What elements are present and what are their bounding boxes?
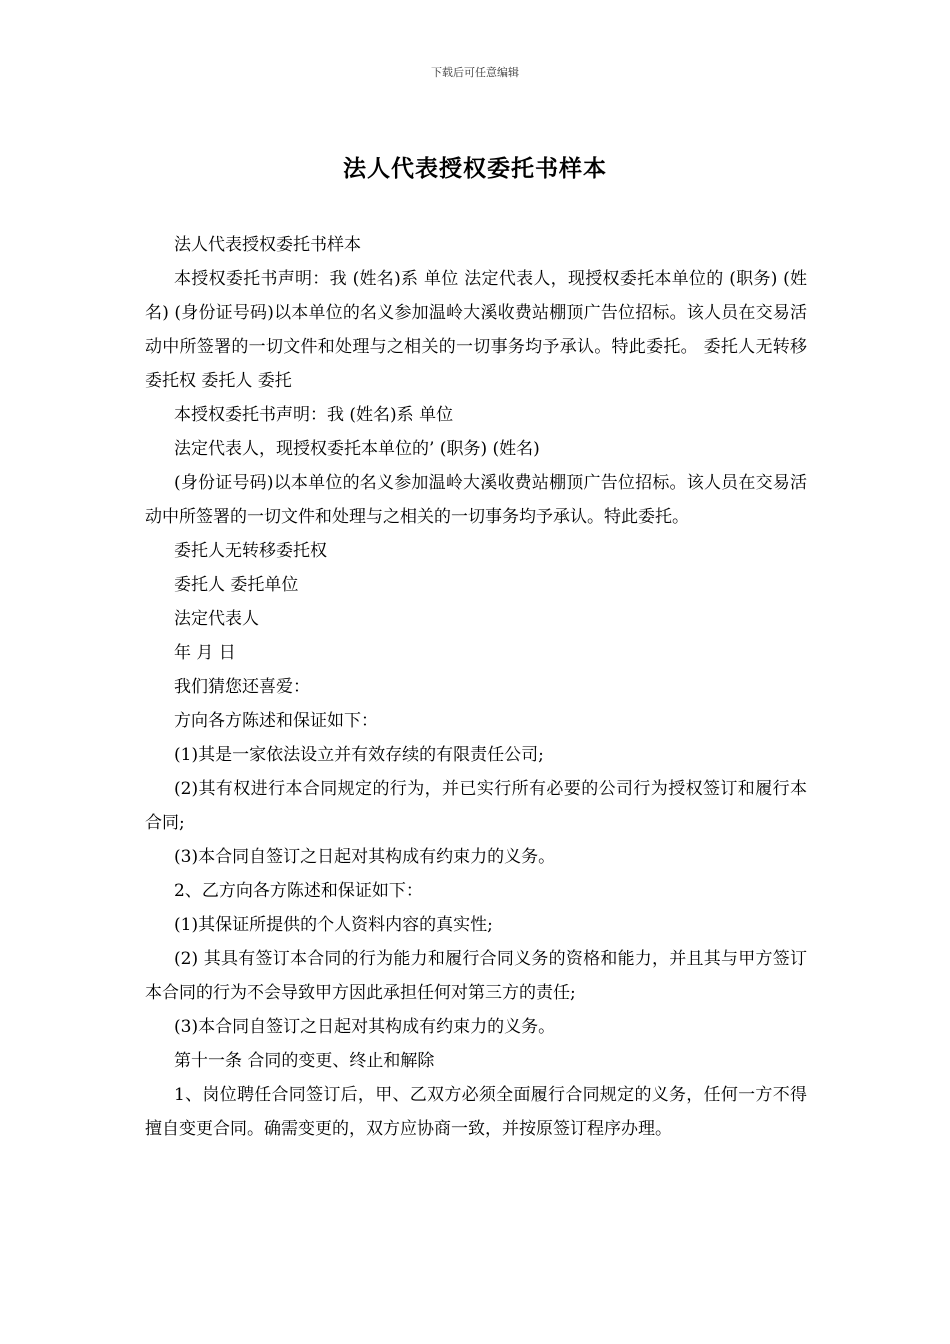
document-title: 法人代表授权委托书样本 [343, 155, 607, 182]
paragraph: 年 月 日 [174, 643, 236, 663]
document-body [145, 228, 807, 1146]
paragraph: 1、岗位聘任合同签订后，甲、乙双方必须全面履行合同规定的义务，任何一方不得擅自变更合同。确需变更的，双方应协商一致，并按原签订程序办理。 [145, 1085, 807, 1139]
paragraph: (1)其是一家依法设立并有效存续的有限责任公司; [174, 745, 544, 765]
paragraph: 本授权委托书声明：我 (姓名)系 单位 [174, 405, 454, 425]
paragraph: 委托人无转移委托权 [174, 541, 327, 561]
paragraph: 法人代表授权委托书样本 [174, 235, 361, 255]
paragraph: 法定代表人 [174, 609, 259, 629]
paragraph: (3)本合同自签订之日起对其构成有约束力的义务。 [174, 1017, 556, 1037]
paragraph: 方向各方陈述和保证如下： [174, 711, 378, 731]
paragraph: 法定代表人，现授权委托本单位的’ (职务) (姓名) [174, 439, 540, 459]
paragraph: (2)其有权进行本合同规定的行为，并已实行所有必要的公司行为授权签订和履行本合同; [145, 779, 807, 833]
paragraph: 2、乙方向各方陈述和保证如下： [174, 881, 423, 901]
paragraph: (身份证号码)以本单位的名义参加温岭大溪收费站棚顶广告位招标。该人员在交易活动中所签署的一切文件和处理与之相关的一切事务均予承认。特此委托。 [145, 473, 807, 527]
paragraph: (1)其保证所提供的个人资料内容的真实性; [174, 915, 493, 935]
paragraph: 第十一条 合同的变更、终止和解除 [174, 1051, 435, 1071]
paragraph: 本授权委托书声明：我 (姓名)系 单位 法定代表人，现授权委托本单位的 (职务) (姓名) (身份证号码)以本单位的名义参加温岭大溪收费站棚顶广告位招标。该人员在交易活动中所签署的一切文件和处理与之相关的一切事务均予承认。特此委托。 委托人无转移委托权 委托人 委托 [145, 269, 807, 391]
paragraph: (3)本合同自签订之日起对其构成有约束力的义务。 [174, 847, 556, 867]
paragraph: 委托人 委托单位 [174, 575, 299, 595]
paragraph: (2) 其具有签订本合同的行为能力和履行合同义务的资格和能力，并且其与甲方签订本合同的行为不会导致甲方因此承担任何对第三方的责任; [145, 949, 807, 1003]
paragraph: 我们猜您还喜爱： [174, 677, 310, 697]
page-header-note: 下载后可任意编辑 [431, 66, 519, 79]
